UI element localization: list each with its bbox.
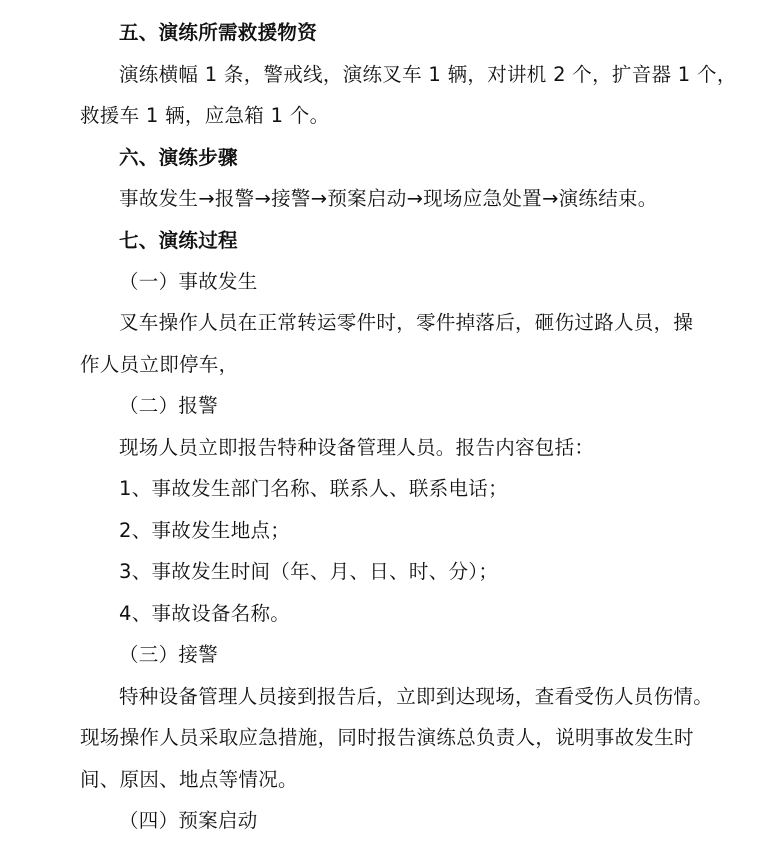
subsection-heading-4: （四）预案启动 — [119, 809, 258, 832]
paragraph-line: 现场操作人员采取应急措施，同时报告演练总负责人，说明事故发生时 — [80, 726, 694, 749]
subsection-heading-3: （三）接警 — [119, 643, 219, 666]
paragraph-line: 救援车 1 辆，应急箱 1 个。 — [80, 104, 330, 127]
section-heading-6: 六、演练步骤 — [119, 146, 238, 169]
paragraph-line: 现场人员立即报告特种设备管理人员。报告内容包括： — [119, 436, 595, 459]
paragraph-line: 事故发生→报警→接警→预案启动→现场应急处置→演练结束。 — [119, 187, 658, 210]
paragraph-line: 作人员立即停车， — [80, 353, 239, 376]
subsection-heading-2: （二）报警 — [119, 394, 219, 417]
paragraph-line: 间、原因、地点等情况。 — [80, 768, 298, 791]
paragraph-line: 演练横幅 1 条，警戒线，演练叉车 1 辆，对讲机 2 个，扩音器 1 个， — [119, 63, 737, 86]
paragraph-line: 特种设备管理人员接到报告后，立即到达现场，查看受伤人员伤情。 — [119, 685, 714, 708]
section-heading-5: 五、演练所需救援物资 — [119, 21, 318, 44]
section-heading-7: 七、演练过程 — [119, 229, 238, 252]
list-item: 4、事故设备名称。 — [119, 602, 291, 625]
list-item: 3、事故发生时间（年、月、日、时、分）； — [119, 560, 499, 583]
list-item: 1、事故发生部门名称、联系人、联系电话； — [119, 477, 508, 500]
list-item: 2、事故发生地点； — [119, 519, 291, 542]
subsection-heading-1: （一）事故发生 — [119, 270, 258, 293]
paragraph-line: 叉车操作人员在正常转运零件时，零件掉落后，砸伤过路人员，操 — [119, 311, 694, 334]
